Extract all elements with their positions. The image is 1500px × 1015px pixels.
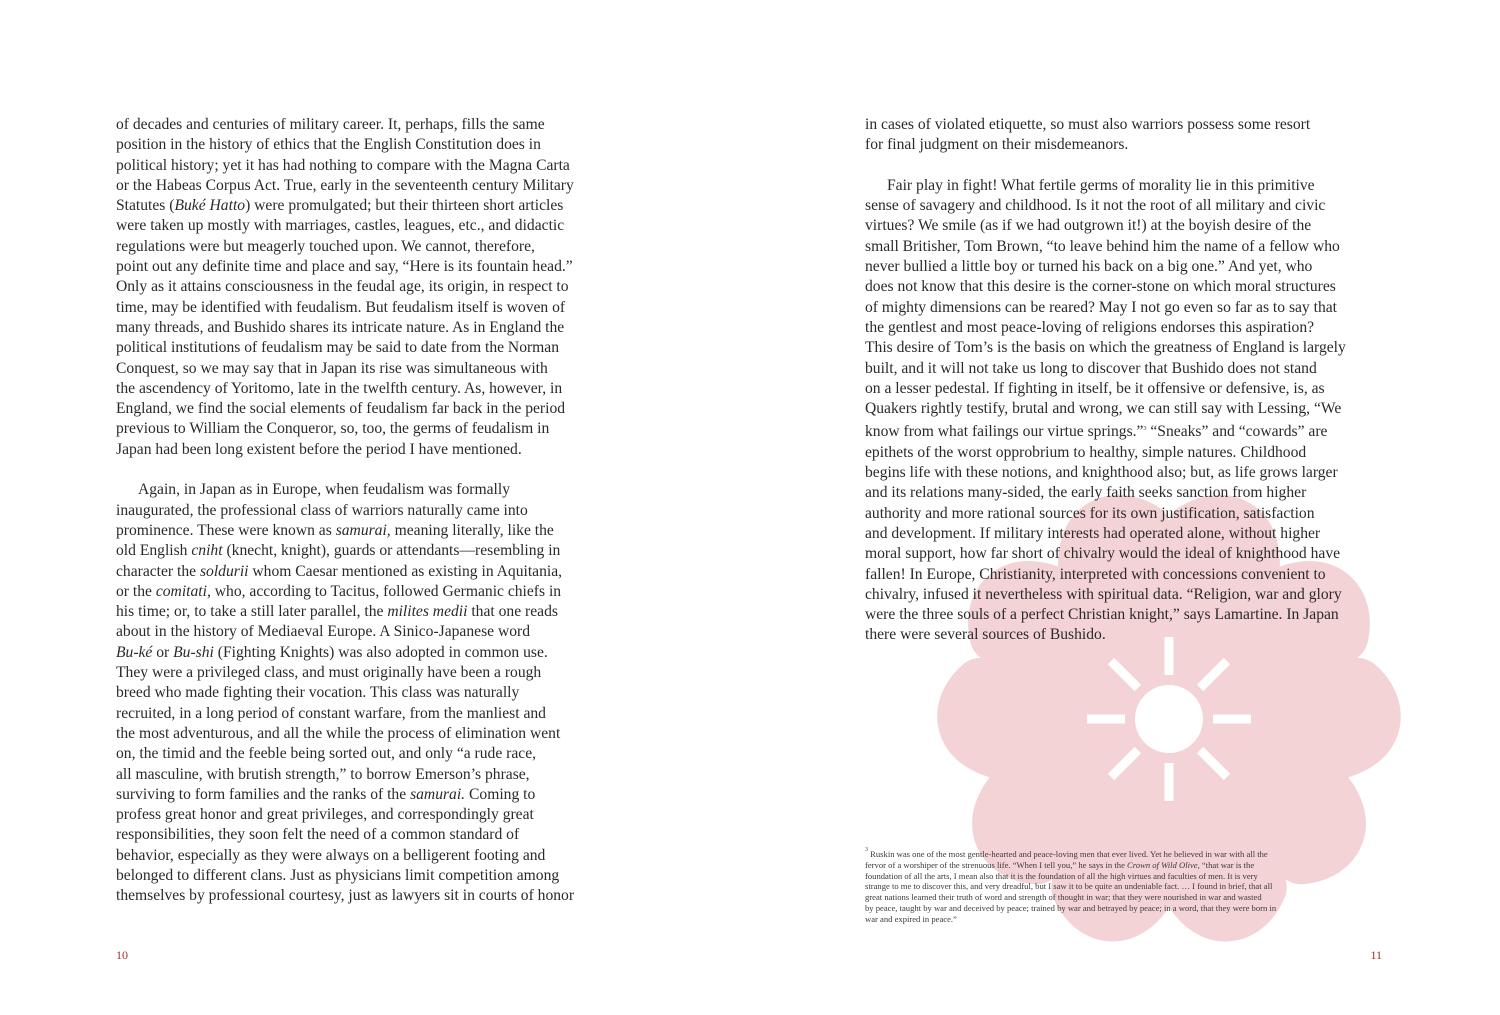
text-line: breed who made fighting their vocation. This class was naturally: [116, 684, 520, 702]
text-line: Statutes (Buké Hatto) were promulgated; but their thirteen short articles: [116, 197, 564, 215]
footnote-line: strange to me to discover this, and very dreadful, but I saw it to be quite an undeniable fact. … I found in brief, that all: [865, 881, 1273, 892]
left-page-body-text: [116, 115, 636, 907]
italic-term: samurai,: [335, 521, 391, 539]
text-line: point out any definite time and place and say, “Here is its fountain head.”: [116, 258, 573, 276]
text-line: many threads, and Bushido shares its intricate nature. As in England the: [116, 318, 565, 336]
paragraph-break: [865, 156, 1390, 176]
text-line: responsibilities, they soon felt the need of a common standard of: [116, 826, 520, 844]
text-line: inaugurated, the professional class of warriors naturally came into: [116, 501, 528, 519]
text-line: in cases of violated etiquette, so must also warriors possess some resort: [865, 116, 1311, 133]
text-line: and development. If military interests had operated alone, without higher: [865, 524, 1321, 542]
footnote-marker: 3: [1143, 426, 1147, 433]
text-line: and its relations many-sided, the early faith seeks sanction from higher: [865, 484, 1307, 502]
text-line: of decades and centuries of military career. It, perhaps, fills the same: [116, 116, 545, 133]
text-line: for final judgment on their misdemeanors.: [865, 136, 1129, 154]
footnote-line: fervor of a worshiper of the strenuous life. “When I tell you,” he says in the Crown of Wild Olive, “that war is the: [865, 859, 1255, 870]
italic-term: cniht: [191, 542, 223, 560]
footnote-line: great nations learned their truth of word and strength of thought in war; that they were nourished in war and wasted: [865, 892, 1262, 903]
text-line: prominence. These were known as samurai, meaning literally, like the: [116, 521, 554, 539]
text-line: authority and more rational sources for its own justification, satisfaction: [865, 504, 1315, 522]
text-line: there were several sources of Bushido.: [865, 626, 1106, 644]
footnote-line: $^3$ Ruskin was one of the most gentle-hearted and peace-loving men that ever lived. Yet he believed in war with all the: [865, 847, 1268, 859]
text-line: sense of savagery and childhood. Is it not the root of all military and civic: [865, 197, 1326, 215]
right-page: [750, 0, 1500, 1015]
text-line: or the comitati, who, according to Tacitus, followed Germanic chiefs in: [116, 582, 562, 600]
italic-term: soldurii: [199, 562, 249, 580]
text-line: begins life with these notions, and knighthood also; but, as life grows larger: [865, 464, 1338, 482]
text-line: does not know that this desire is the corner-stone on which moral structures: [865, 278, 1336, 296]
text-line: know from what failings our virtue springs.”$^3$ “Sneaks” and “cowards” are: [865, 423, 1328, 441]
text-line: small Britisher, Tom Brown, “to leave behind him the name of a fellow who: [865, 237, 1340, 255]
footnote-line: war and expired in peace.”: [865, 913, 957, 924]
crest-center: [1135, 685, 1203, 753]
text-line: England, we find the social elements of feudalism far back in the period: [116, 400, 566, 418]
text-line: political history; yet it has had nothing to compare with the Magna Carta: [116, 156, 570, 174]
page-number-right: 11: [1370, 948, 1382, 962]
text-line: the most adventurous, and all the while the process of elimination went: [116, 724, 561, 742]
text-line: his time; or, to take a still later parallel, the milites medii that one reads: [116, 603, 558, 621]
text-line: on, the timid and the feeble being sorted out, and only “a rude race,: [116, 745, 537, 763]
footnote-marker: 3: [865, 847, 868, 853]
text-line: chivalry, infused it nevertheless with spiritual data. “Religion, war and glory: [865, 585, 1342, 603]
italic-term: samurai.: [410, 785, 466, 803]
text-line: Japan had been long existent before the period I have mentioned.: [116, 440, 522, 458]
text-line: recruited, in a long period of constant warfare, from the manliest and: [116, 704, 546, 722]
italic-term: Bu-ké: [116, 643, 153, 661]
text-line: on a lesser pedestal. If fighting in itself, be it offensive or defensive, is, as: [865, 379, 1325, 397]
text-line: position in the history of ethics that the English Constitution does in: [116, 136, 541, 154]
text-line: profess great honor and great privileges, and correspondingly great: [116, 806, 534, 824]
italic-term: milites medii: [387, 603, 468, 621]
italic-term: Crown of Wild Olive,: [1127, 859, 1200, 870]
text-line: behavior, especially as they were always on a belligerent footing and: [116, 846, 546, 864]
text-line: virtues? We smile (as if we had outgrown it!) at the boyish desire of the: [865, 217, 1312, 235]
text-line: were taken up mostly with marriages, castles, leagues, etc., and didactic: [116, 217, 565, 235]
text-line: Conquest, so we may say that in Japan its rise was simultaneous with: [116, 359, 548, 377]
text-line: the gentlest and most peace-loving of religions endorses this aspiration?: [865, 318, 1315, 336]
text-line: all masculine, with brutish strength,” to borrow Emerson’s phrase,: [116, 765, 530, 783]
footnote: [865, 845, 1395, 925]
text-line: epithets of the worst opprobrium to healthy, simple natures. Childhood: [865, 443, 1307, 461]
text-line: belonged to different clans. Just as physicians limit competition among: [116, 866, 560, 884]
italic-term: comitati,: [155, 582, 211, 600]
text-line: regulations were but meagerly touched upon. We cannot, therefore,: [116, 237, 535, 255]
text-line: about in the history of Mediaeval Europe. A Sinico-Japanese word: [116, 623, 531, 641]
footnote-line: by peace, taught by war and deceived by peace; trained by war and betrayed by peace; in a word, that they were born in: [865, 902, 1277, 913]
text-line: Again, in Japan as in Europe, when feudalism was formally: [138, 481, 510, 499]
text-line: character the soldurii whom Caesar mentioned as existing in Aquitania,: [116, 562, 563, 580]
paragraph-break: [116, 460, 636, 480]
text-line: the ascendency of Yoritomo, late in the twelfth century. As, however, in: [116, 379, 563, 397]
text-line: old English cniht (knecht, knight), guards or attendants—resembling in: [116, 542, 561, 560]
crest-rays: [1087, 637, 1251, 801]
text-line: Only as it attains consciousness in the feudal age, its origin, in respect to: [116, 278, 569, 296]
text-line: They were a privileged class, and must originally have been a rough: [116, 664, 542, 682]
text-line: previous to William the Conqueror, so, too, the germs of feudalism in: [116, 420, 550, 438]
footnote-line: foundation of all the arts, I mean also that it is the foundation of all the high virtues and faculties of men. It is very: [865, 870, 1258, 881]
text-line: Fair play in fight! What fertile germs of morality lie in this primitive: [887, 176, 1315, 194]
italic-term: Bu-shi: [173, 643, 214, 661]
text-line: were the three souls of a perfect Christian knight,” says Lamartine. In Japan: [865, 606, 1339, 624]
text-line: fallen! In Europe, Christianity, interpreted with concessions convenient to: [865, 565, 1326, 583]
text-line: never bullied a little boy or turned his back on a big one.” And yet, who: [865, 258, 1313, 276]
text-line: Bu-ké or Bu-shi (Fighting Knights) was also adopted in common use.: [116, 643, 548, 661]
text-line: of mighty dimensions can be reared? May I not go even so far as to say that: [865, 298, 1338, 316]
text-line: Quakers rightly testify, brutal and wrong, we can still say with Lessing, “We: [865, 400, 1342, 418]
text-line: themselves by professional courtesy, just as lawyers sit in courts of honor: [116, 887, 575, 905]
text-line: time, may be identified with feudalism. But feudalism itself is woven of: [116, 298, 566, 316]
text-line: political institutions of feudalism may be said to date from the Norman: [116, 339, 560, 357]
italic-term: Buké Hatto: [174, 197, 246, 215]
text-line: surviving to form families and the ranks of the samurai. Coming to: [116, 785, 536, 803]
text-line: built, and it will not take us long to discover that Bushido does not stand: [865, 359, 1317, 377]
page-number-left: 10: [116, 948, 128, 962]
right-page-body-text: [865, 115, 1390, 646]
text-line: This desire of Tom’s is the basis on which the greatness of England is largely: [865, 339, 1346, 357]
text-line: moral support, how far short of chivalry would the ideal of knighthood have: [865, 545, 1341, 563]
text-line: or the Habeas Corpus Act. True, early in the seventeenth century Military: [116, 176, 574, 194]
